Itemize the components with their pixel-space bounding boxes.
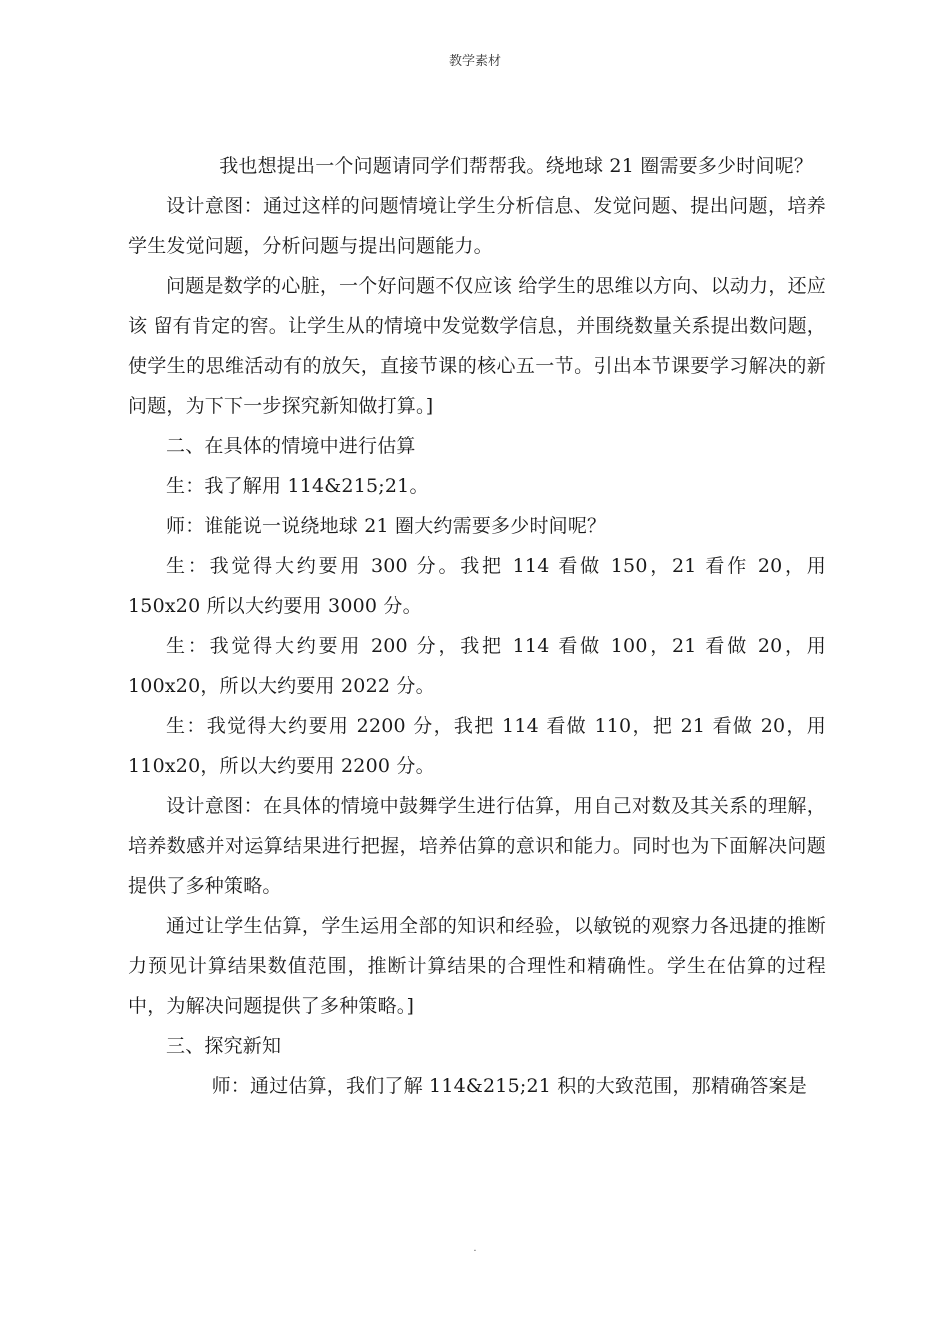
paragraph: 问题是数学的心脏，一个好问题不仅应该 给学生的思维以方向、以动力，还应该 留有肯定的窖。让学生从的情境中发觉数学信息，并围绕数量关系提出数问题，使学生的思维活动有的放矢，直接节课的核心五一节。引出本节课要学习解决的新问题，为下下一步探究新知做打算。] — [128, 275, 826, 417]
paragraph: 我也想提出一个问题请同学们帮帮我。绕地球 21 圈需要多少时间呢？ — [219, 155, 814, 177]
paragraph: 通过让学生估算，学生运用全部的知识和经验，以敏锐的观察力各迅捷的推断力预见计算结果数值范围，推断计算结果的合理性和精确性。学生在估算的过程中，为解决问题提供了多种策略。] — [128, 915, 826, 1017]
paragraph: 师：谁能说一说绕地球 21 圈大约需要多少时间呢？ — [166, 515, 607, 537]
paragraph: 生：我了解用 114&215;21。 — [166, 475, 429, 497]
page-footer-mark: . — [473, 1243, 477, 1254]
page-header: 教学素材 — [448, 54, 501, 69]
section-heading: 三、探究新知 — [166, 1035, 282, 1057]
paragraph: 设计意图：通过这样的问题情境让学生分析信息、发觉问题、提出问题，培养学生发觉问题，分析问题与提出问题能力。 — [128, 195, 826, 257]
document-body — [128, 146, 826, 1106]
paragraph: 生：我觉得大约要用 200 分，我把 114 看做 100，21 看做 20，用 100x20，所以大约要用 2022 分。 — [128, 635, 826, 697]
section-heading: 二、在具体的情境中进行估算 — [166, 435, 416, 457]
paragraph: 设计意图：在具体的情境中鼓舞学生进行估算，用自己对数及其关系的理解，培养数感并对运算结果进行把握，培养估算的意识和能力。同时也为下面解决问题提供了多种策略。 — [128, 795, 826, 897]
paragraph: 师：通过估算，我们了解 114&215;21 积的大致范围，那精确答案是 — [211, 1075, 807, 1097]
paragraph: 生：我觉得大约要用 300 分。我把 114 看做 150，21 看作 20，用 150x20 所以大约要用 3000 分。 — [128, 555, 826, 617]
paragraph: 生：我觉得大约要用 2200 分，我把 114 看做 110，把 21 看做 20，用 110x20，所以大约要用 2200 分。 — [128, 715, 826, 777]
